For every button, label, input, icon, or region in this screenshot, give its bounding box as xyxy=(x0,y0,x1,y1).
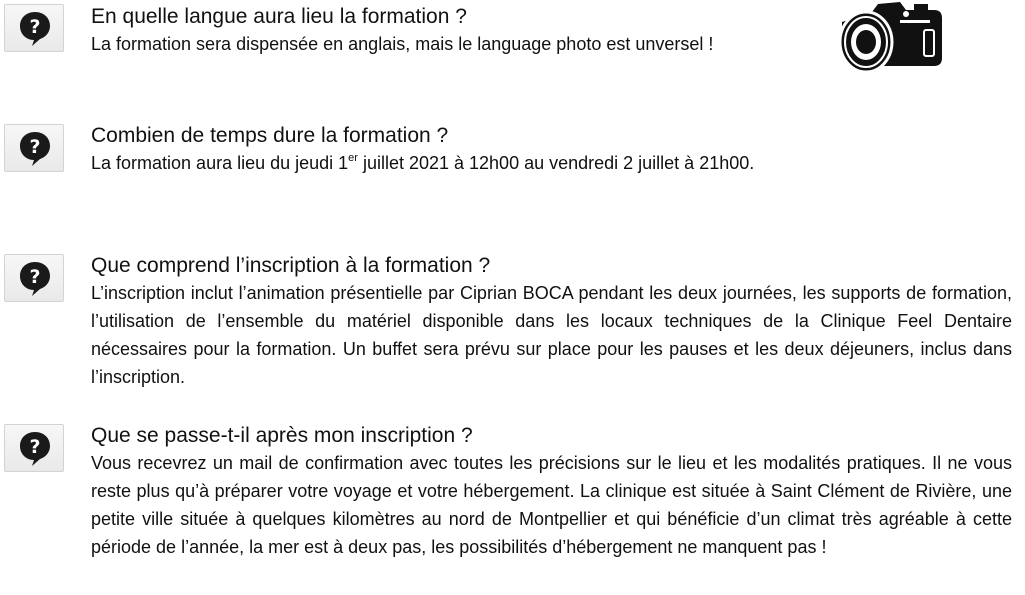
faq-question: En quelle langue aura lieu la formation ? xyxy=(91,5,467,28)
question-bubble-icon xyxy=(18,130,52,168)
faq-question: Combien de temps dure la formation ? xyxy=(91,124,449,147)
svg-text:?: ? xyxy=(29,136,41,158)
faq-answer: L’inscription inclut l’animation présentielle par Ciprian BOCA pendant les deux journées, les supports de formation, l’utilisation de l’ensemble du matériel disponible dans les locaux techniques de la Clinique Feel Dentaire nécessaires pour la formation. Un buffet sera prévu sur place pour les pauses et les deux déjeuners, inclus dans l’inscription. xyxy=(91,283,1012,387)
svg-text:?: ? xyxy=(29,16,41,38)
svg-text:?: ? xyxy=(29,436,41,458)
faq-badge xyxy=(4,124,64,172)
faq-text xyxy=(91,423,1012,561)
question-bubble-icon xyxy=(18,10,52,48)
faq-answer xyxy=(91,149,1012,177)
faq-answer-part: La formation aura lieu du jeudi 1 xyxy=(91,153,349,173)
faq-text xyxy=(91,123,1012,177)
faq-answer-sup: er xyxy=(348,152,358,164)
faq-text xyxy=(91,4,1012,58)
question-bubble-icon xyxy=(18,260,52,298)
faq-question: Que comprend l’inscription à la formation ? xyxy=(91,254,491,277)
faq-badge xyxy=(4,4,64,52)
faq-answer: Vous recevrez un mail de confirmation avec toutes les précisions sur le lieu et les modalités pratiques. Il ne vous reste plus qu’à préparer votre voyage et votre hébergement. La clinique est située à Saint Clément de Rivière, une petite ville située à quelques kilomètres au nord de Montpellier et qui bénéficie d’un climat très agréable à cette période de l’année, la mer est à deux pas, les possibilités d’hébergement ne manquent pas ! xyxy=(91,453,1012,557)
svg-text:?: ? xyxy=(29,266,41,288)
faq-answer: La formation sera dispensée en anglais, mais le language photo est unversel ! xyxy=(91,34,714,54)
faq-badge xyxy=(4,254,64,302)
faq-question: Que se passe-t-il après mon inscription ? xyxy=(91,424,473,447)
faq-text xyxy=(91,253,1012,391)
faq-answer-part: juillet 2021 à 12h00 au vendredi 2 juillet à 21h00. xyxy=(357,153,755,173)
question-bubble-icon xyxy=(18,430,52,468)
faq-badge xyxy=(4,424,64,472)
